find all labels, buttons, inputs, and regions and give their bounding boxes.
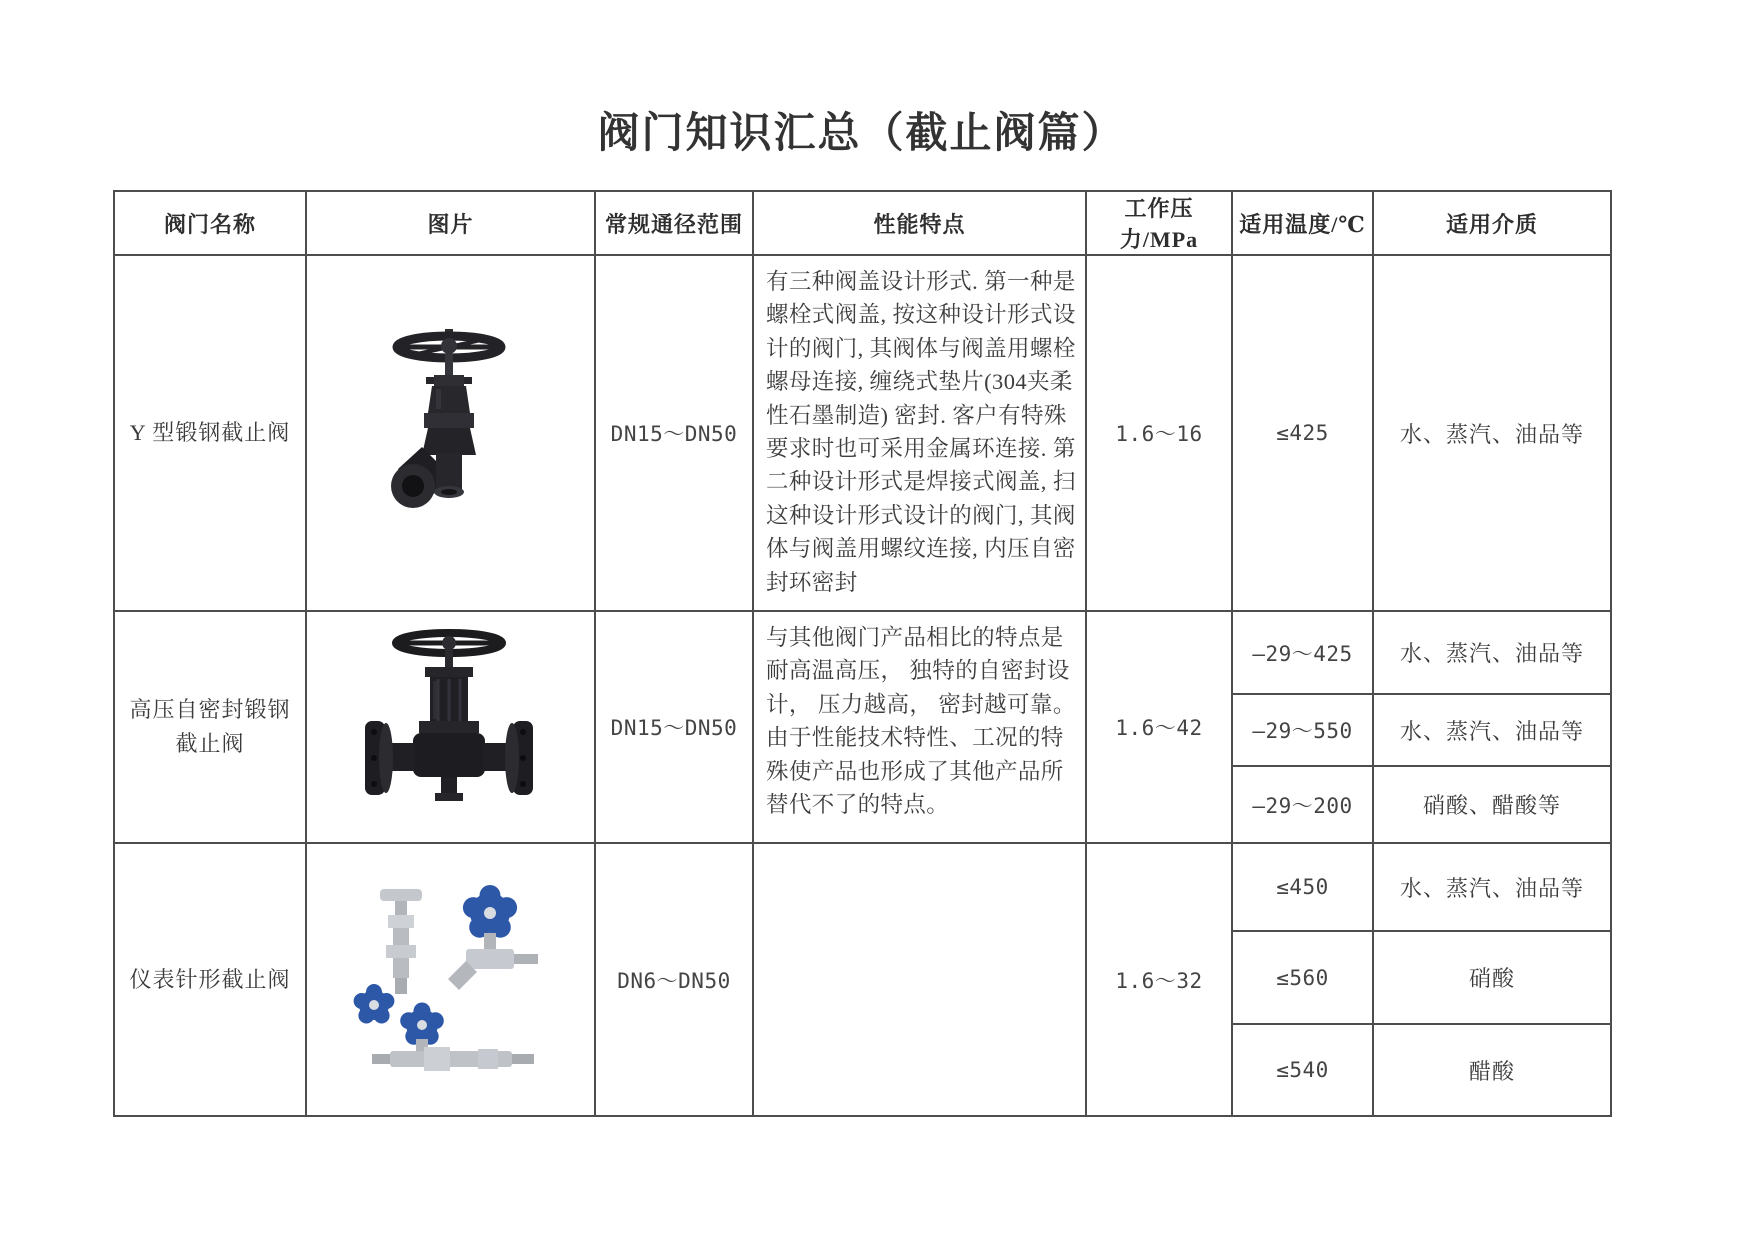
needle-valve-image	[338, 873, 564, 1087]
needle-valve-handle-icon	[462, 885, 516, 938]
y-type-forged-steel-globe-valve-photo	[307, 323, 594, 543]
temperature-needle-1: ≤450	[1232, 843, 1373, 931]
column-header-valve-name: 阀门名称	[114, 191, 306, 255]
column-header-medium: 适用介质	[1373, 191, 1611, 255]
pressure-y-type: 1.6～16	[1086, 255, 1232, 611]
valve-photo-cell-needle	[306, 843, 595, 1116]
medium-y-type: 水、蒸汽、油品等	[1373, 255, 1611, 611]
column-header-diameter-range: 常规通径范围	[595, 191, 753, 255]
medium-self-sealing-3: 硝酸、醋酸等	[1373, 766, 1611, 843]
temperature-self-sealing-2: —29～550	[1232, 694, 1373, 766]
instrument-needle-globe-valve-photo	[307, 873, 594, 1087]
valve-name-self-sealing: 高压自密封锻钢截止阀	[114, 611, 306, 843]
y-type-valve-image	[362, 323, 540, 543]
medium-needle-1: 水、蒸汽、油品等	[1373, 843, 1611, 931]
valve-photo-cell-y-type	[306, 255, 595, 611]
temperature-self-sealing-1: —29～425	[1232, 611, 1373, 694]
diameter-range-y-type: DN15～DN50	[595, 255, 753, 611]
features-y-type: 有三种阀盖设计形式. 第一种是螺栓式阀盖, 按这种设计形式设计的阀门, 其阀体与阀盖用螺栓螺母连接, 缠绕式垫片(304夹柔性石墨制造) 密封. 客户有特殊要求时也可采用金属环连接. 第二种设计形式是焊接式阀盖, 扫这种设计形式设计的阀门, 其阀体与阀盖用螺纹连接, 内压自密封环密封	[753, 255, 1086, 611]
medium-self-sealing-2: 水、蒸汽、油品等	[1373, 694, 1611, 766]
temperature-self-sealing-3: —29～200	[1232, 766, 1373, 843]
column-header-pressure: 工作压力/MPa	[1086, 191, 1232, 255]
temperature-needle-3: ≤540	[1232, 1024, 1373, 1116]
table-row-needle-valve	[114, 843, 1611, 931]
medium-needle-3: 醋酸	[1373, 1024, 1611, 1116]
column-header-temperature: 适用温度/℃	[1232, 191, 1373, 255]
column-header-features: 性能特点	[753, 191, 1086, 255]
pressure-self-sealing: 1.6～42	[1086, 611, 1232, 843]
diameter-range-needle: DN6～DN50	[595, 843, 753, 1116]
needle-valve-handle-icon	[353, 984, 394, 1024]
medium-self-sealing-1: 水、蒸汽、油品等	[1373, 611, 1611, 694]
column-header-image: 图片	[306, 191, 595, 255]
high-pressure-self-sealing-forged-steel-globe-valve-photo	[307, 626, 594, 828]
self-sealing-valve-image	[353, 626, 549, 828]
temperature-needle-2: ≤560	[1232, 931, 1373, 1024]
table-row-y-type-valve	[114, 255, 1611, 611]
valve-knowledge-table	[113, 190, 1612, 1117]
features-self-sealing: 与其他阀门产品相比的特点是耐高温高压， 独特的自密封设计， 压力越高， 密封越可靠。由于性能技术特性、工况的特殊使产品也形成了其他产品所替代不了的特点。	[753, 611, 1086, 843]
pressure-needle: 1.6～32	[1086, 843, 1232, 1116]
page-title: 阀门知识汇总（截止阀篇）	[597, 111, 1126, 157]
valve-name-y-type: Y 型锻钢截止阀	[114, 255, 306, 611]
table-header-row	[114, 191, 1611, 255]
medium-needle-2: 硝酸	[1373, 931, 1611, 1024]
temperature-y-type: ≤425	[1232, 255, 1373, 611]
diameter-range-self-sealing: DN15～DN50	[595, 611, 753, 843]
valve-name-needle: 仪表针形截止阀	[114, 843, 306, 1116]
needle-valve-handle-icon	[400, 1002, 444, 1044]
valve-photo-cell-self-sealing	[306, 611, 595, 843]
features-needle	[753, 843, 1086, 1116]
table-row-self-sealing-valve	[114, 611, 1611, 694]
